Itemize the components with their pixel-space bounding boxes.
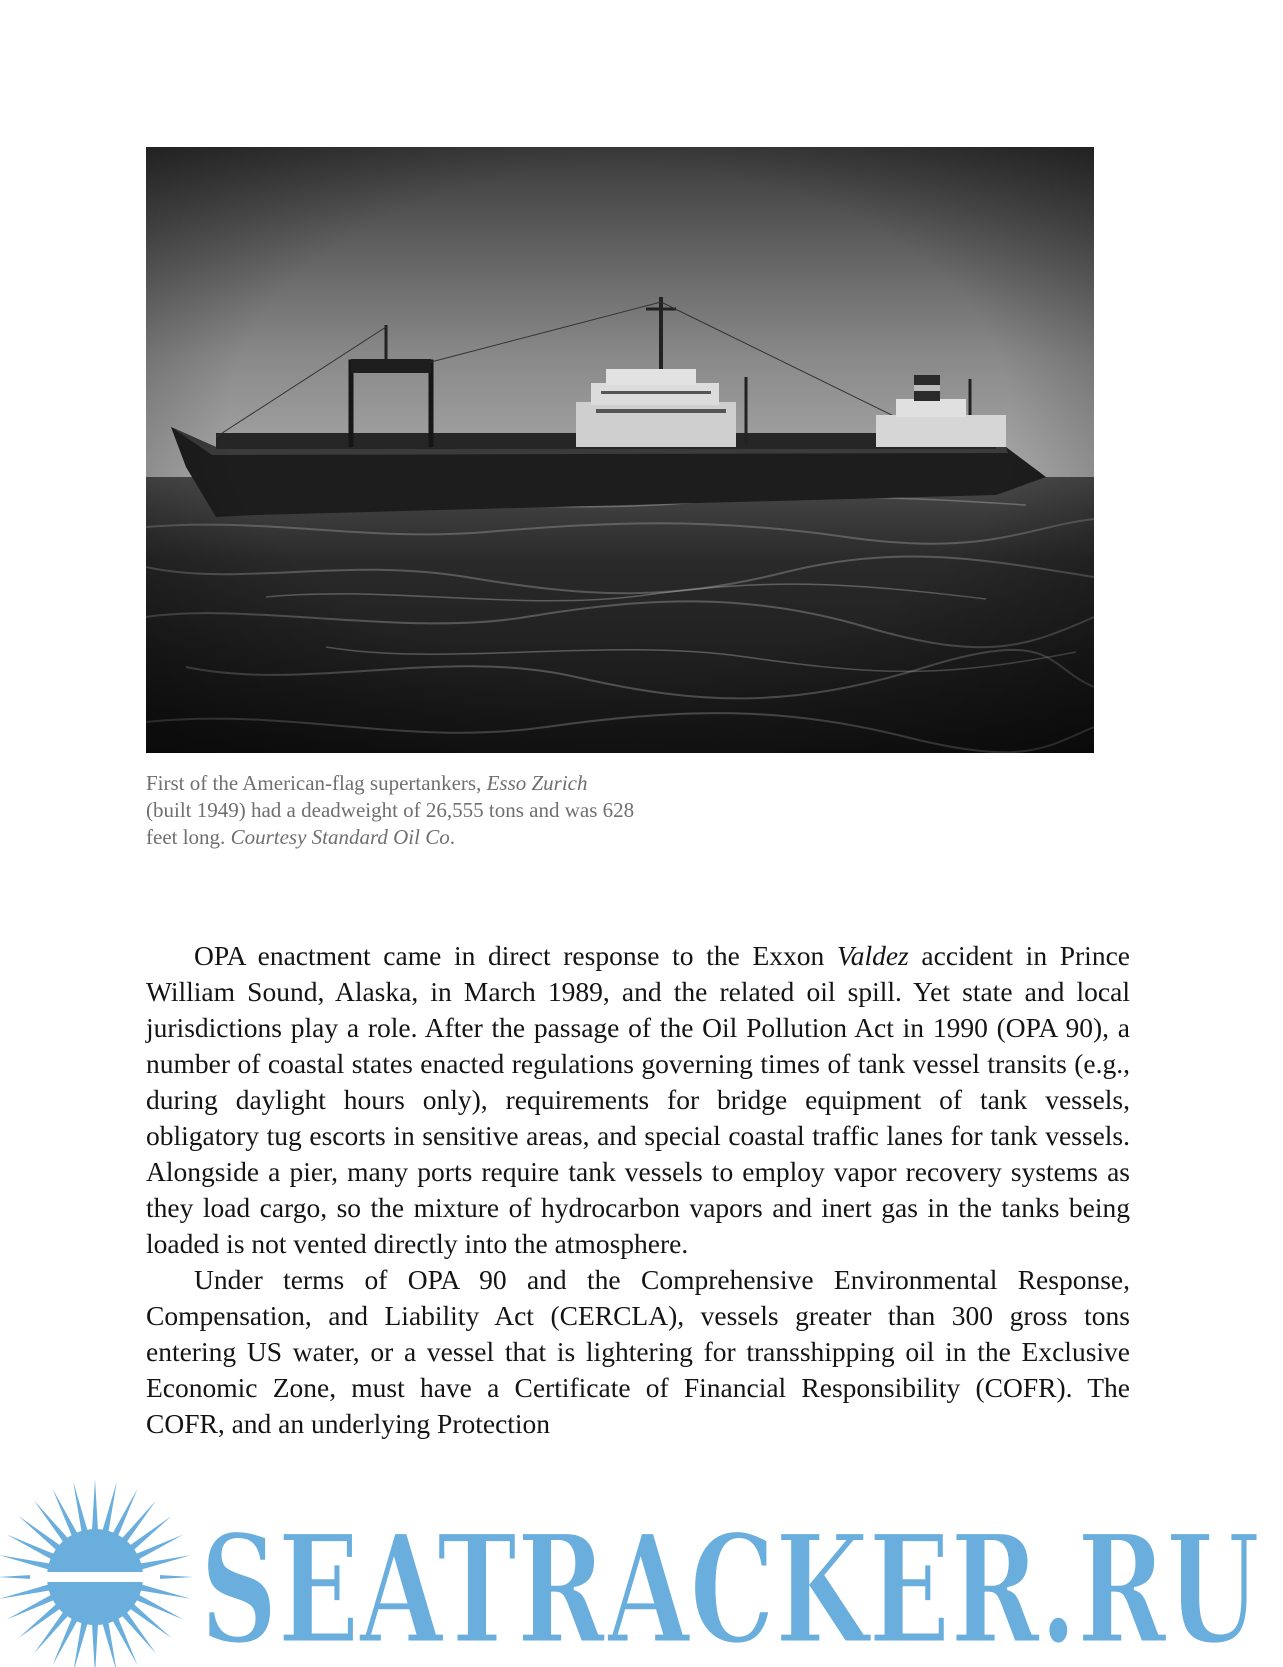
caption-ship-name: Esso Zurich xyxy=(486,771,588,795)
body-text xyxy=(146,938,1130,1442)
tanker-photo xyxy=(146,147,1094,753)
sun-ray xyxy=(138,1584,190,1599)
photo-caption xyxy=(146,770,636,851)
paragraph-1-part-a: OPA enactment came in direct response to the Exxon xyxy=(194,940,837,971)
watermark-text: SEATRACKER.RU xyxy=(200,1502,1260,1667)
paragraph-1 xyxy=(146,938,1130,1262)
caption-credit: Courtesy Standard Oil Co xyxy=(230,825,450,849)
seatracker-watermark-logo xyxy=(0,1472,1283,1667)
sun-ray xyxy=(18,1603,62,1639)
sun-ray xyxy=(102,1482,117,1534)
sun-ray xyxy=(92,1622,98,1667)
paragraph-1-part-c: accident in Prince William Sound, Alaska, in March 1989, and the related oil spill. Yet state and local jurisdictions play a role. After the passage of the Oil Pollution Act in 1990 (OPA 90), a number of coastal states enacted regulations governing times of tank vessel transits (e.g., during daylight hours only), requirements for bridge equipment of tank vessels, obligatory tug escorts in sensitive areas, and special coastal traffic lanes for tank vessels. Alongside a pier, many ports require tank vessels to employ vapor recovery systems as they load cargo, so the mixture of hydrocarbon vapors and inert gas in the tanks being loaded is not vented directly into the atmosphere. xyxy=(146,940,1130,1259)
sun-ray xyxy=(73,1620,88,1667)
sun-ray xyxy=(92,1479,98,1532)
sun-ray xyxy=(0,1555,52,1570)
sun-ray xyxy=(18,1516,62,1552)
sun-ray xyxy=(73,1482,88,1534)
paragraph-1-valdez: Valdez xyxy=(836,940,909,971)
sun-ray xyxy=(121,1500,157,1544)
sun-ray xyxy=(128,1516,172,1552)
sun-ray xyxy=(121,1610,157,1654)
caption-text-1: First of the American-flag supertankers, xyxy=(146,771,487,795)
caption-text-2: (built 1949) had a deadweight of 26,555 tons and was 628 feet long. xyxy=(146,798,635,849)
sun-ray xyxy=(128,1603,172,1639)
sun-ray xyxy=(34,1500,70,1544)
sun-ray xyxy=(34,1610,70,1654)
sun-burst-icon xyxy=(0,1479,193,1667)
sun-ray xyxy=(138,1555,190,1570)
sun-ray xyxy=(0,1584,52,1599)
paragraph-2: Under terms of OPA 90 and the Comprehensive Environmental Response, Compensation, and Liability Act (CERCLA), vessels greater than 300 gross tons entering US water, or a vessel that is lightering for transshipping oil in the Exclusive Economic Zone, must have a Certificate of Financial Responsibility (COFR). The COFR, and an underlying Protection xyxy=(146,1264,1130,1439)
caption-text-3: . xyxy=(449,825,455,849)
sun-ray xyxy=(102,1620,117,1667)
